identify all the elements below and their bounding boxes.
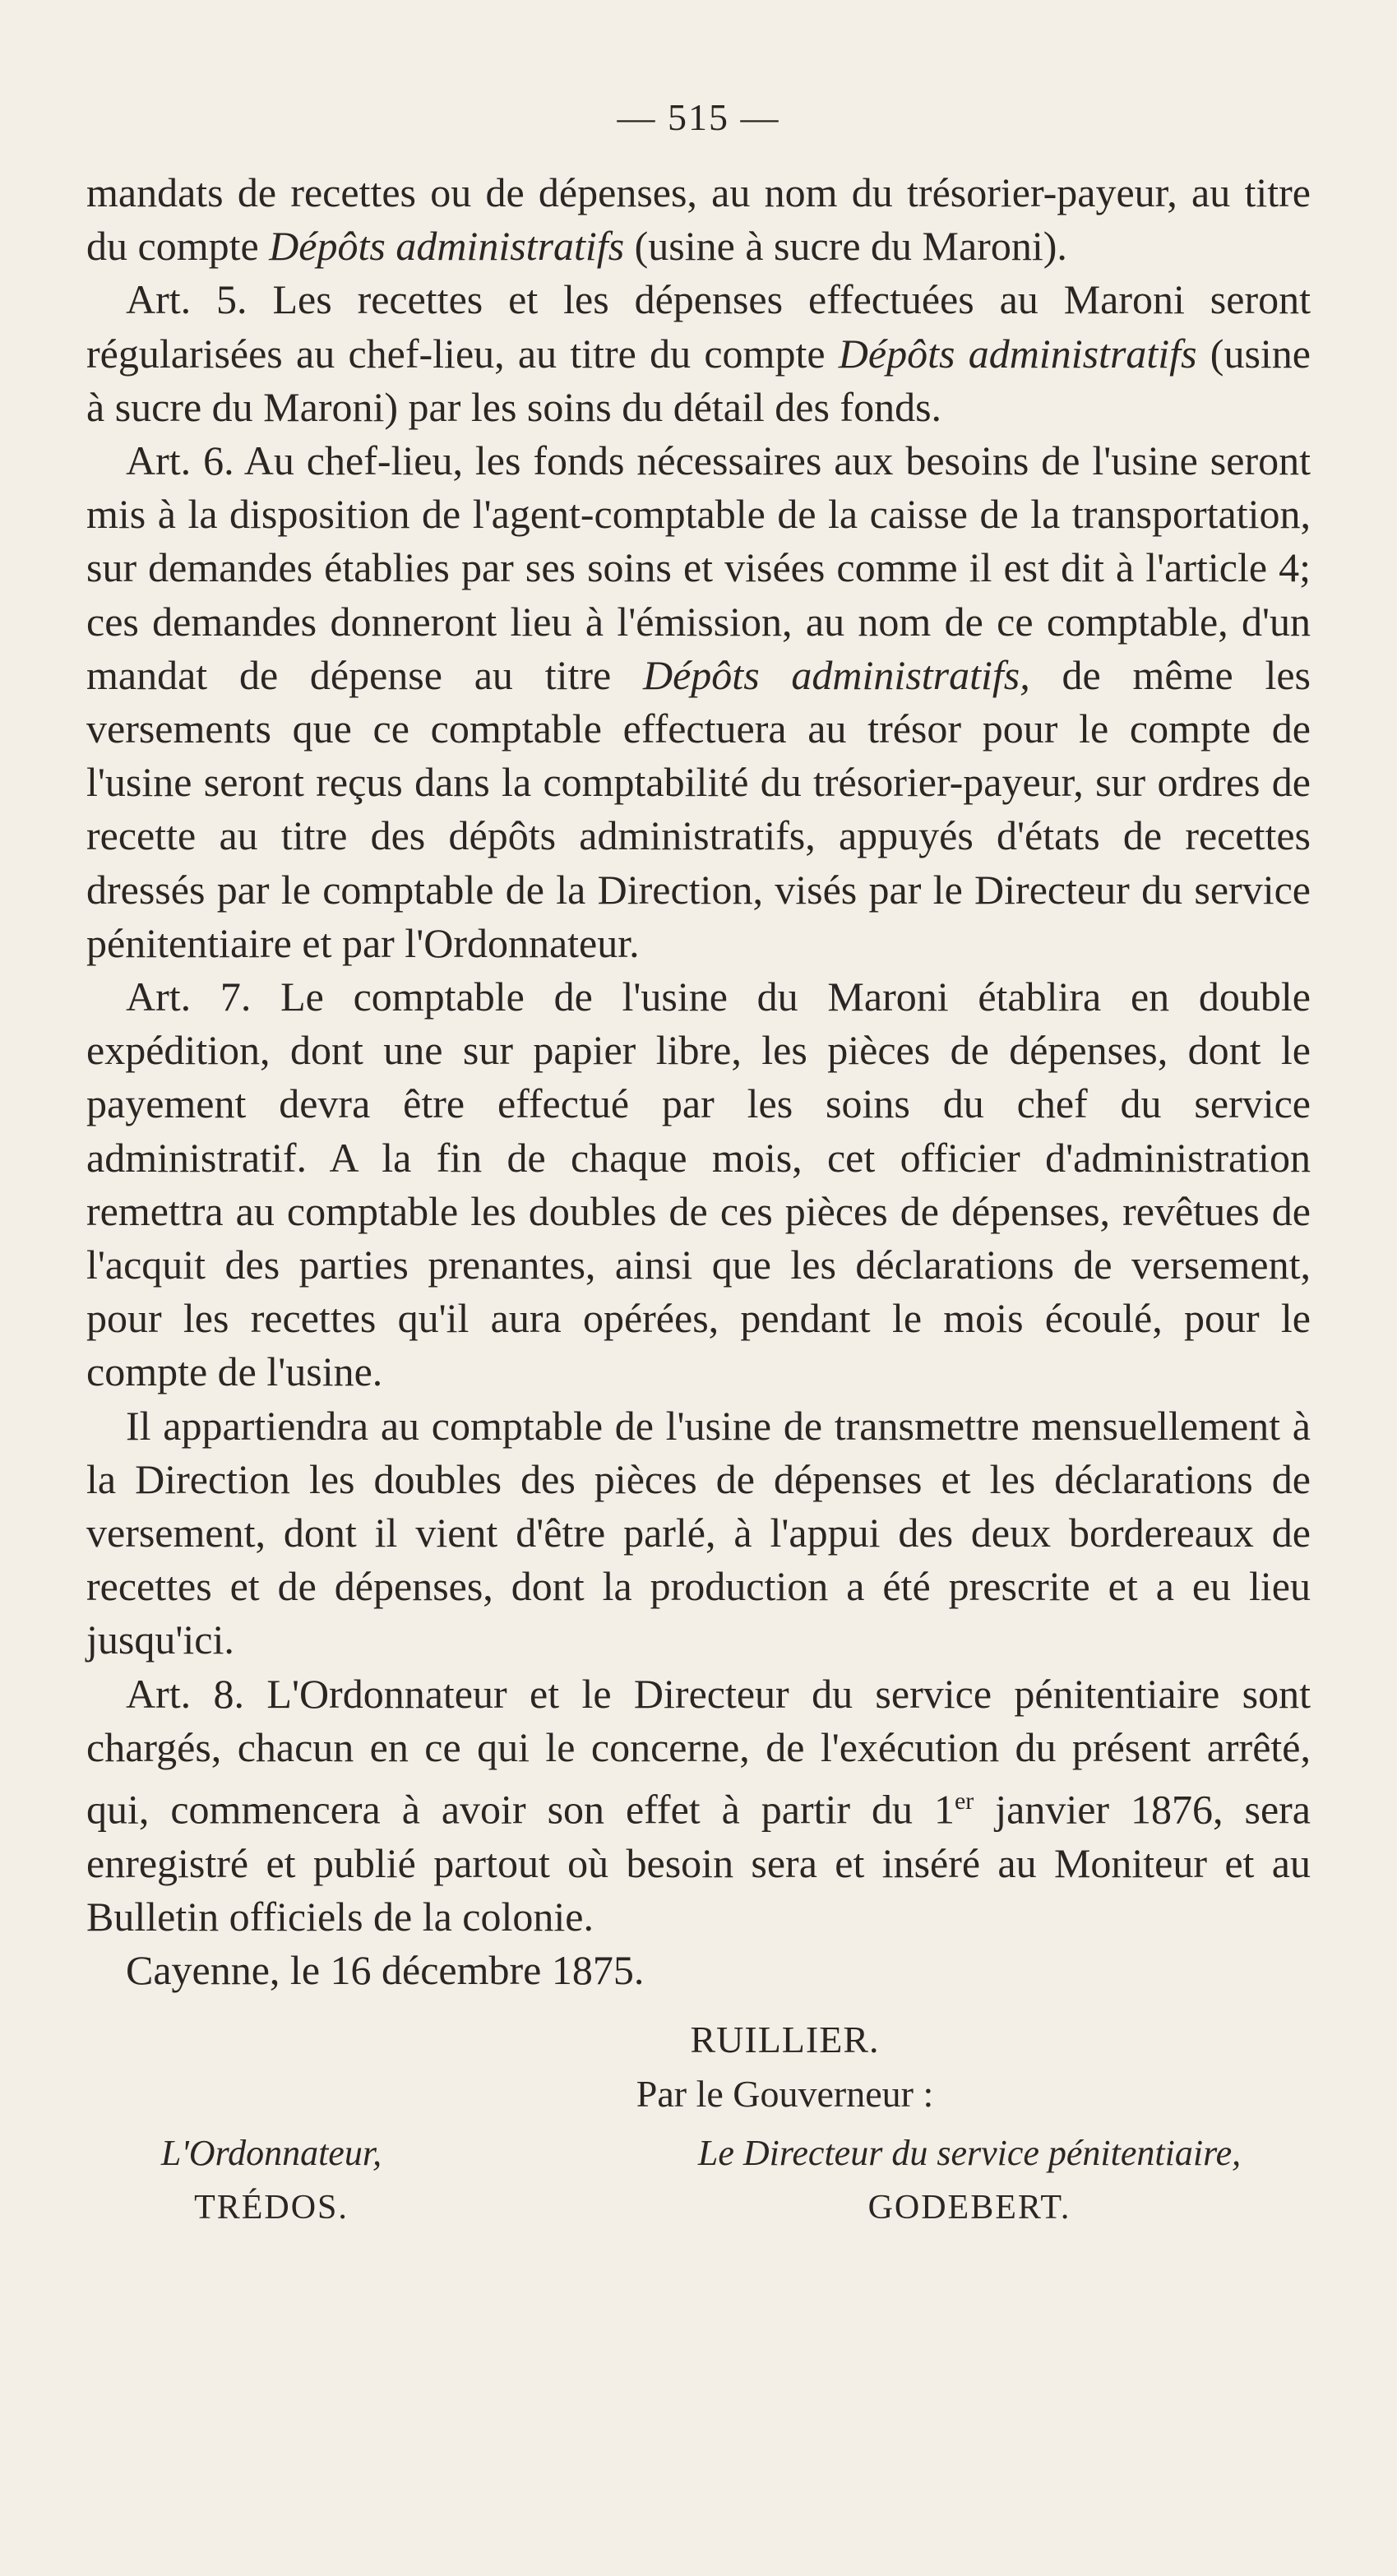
dateline: Cayenne, le 16 décembre 1875. (126, 1947, 645, 1994)
paragraph-text: Art. 5. Les recettes et les dépenses effectuées au Maroni seront régularisées au chef-lieu, au titre du compte (86, 276, 1311, 377)
paragraph-text: de même les versements que ce comptable effectuera au trésor pour le compte de l'usine seront reçus dans la comptabilité du trésorier-payeur, sur ordres de recette au titre des dépôts administratifs, appuyés d'états de recettes dressés par le comptable de la Direction, visés par le Directeur du service pénitentiaire et par l'Ordonnateur. (86, 651, 1311, 966)
governor-signature: RUILLIER. (690, 2018, 880, 2060)
article-7-continued: Il appartiendra au comptable de l'usine de transmettre mensuellement à la Direction les doubles des pièces de dépenses et les déclarations de versement, dont il vient d'être parlé, à l'appui des deux bordereaux de recettes et de dépenses, dont la production a été prescrite et a eu lieu jusqu'ici. (86, 1402, 1311, 1663)
countersignatures (86, 2126, 1311, 2235)
page-number: — 515 — (617, 96, 780, 138)
account-title: Dépôts administratifs (269, 223, 625, 270)
paragraph-text: Art. 8. L'Ordonnateur et le Directeur du service pénitentiaire sont chargés, chacun en ce qui le concerne, de l'exécution du présent arrêté, qui, commencera à avoir son effet à partir du 1 (86, 1670, 1311, 1833)
paragraph-text: Art. 6. Au chef-lieu, les fonds nécessaires aux besoins de l'usine seront mis à la disposition de l'agent-comptable de la caisse de la transportation, sur demandes établies par ses soins et visées comme il est dit à l'article 4; ces demandes donneront lieu à l'émission, au nom de ce comptable, d'un mandat de dépense au titre (86, 437, 1311, 698)
ordonnateur-signature (86, 2126, 448, 2235)
account-title: Dépôts administratifs, (643, 651, 1030, 698)
paragraph-text: mandats de recettes ou de dépenses, au nom du trésorier-payeur, au titre du compte (86, 169, 1311, 270)
paragraph-text: (usine à sucre du Maroni). (624, 223, 1067, 270)
document-body (86, 166, 1311, 1998)
article-7: Art. 7. Le comptable de l'usine du Maroni établira en double expédition, dont une sur papier libre, les pièces de dépenses, dont le payement devra être effectué par les soins du chef du service administratif. A la fin de chaque mois, cet officier d'administration remettra au comptable les doubles de ces pièces de dépenses, revêtues de l'acquit des parties prenantes, ainsi que les déclarations de versement, pour les recettes qu'il aura opérées, pendant le mois écoulé, pour le compte de l'usine. (86, 974, 1311, 1395)
article-5 (86, 273, 1311, 434)
paragraph-continuation (86, 166, 1311, 273)
paragraph-text: (usine à sucre du Maroni) par les soins du détail des fonds. (86, 330, 1311, 430)
paragraph-text: janvier 1876, sera enregistré et publié partout où besoin sera et inséré au Moniteur et au Bulletin officiels de la colonie. (86, 1786, 1311, 1940)
account-title: Dépôts administratifs (838, 330, 1197, 377)
signature-by-line: Par le Gouverneur : (636, 2072, 934, 2115)
signature-block (86, 2013, 1311, 2235)
director-signature (628, 2126, 1311, 2235)
signatory-name: GODEBERT. (867, 2188, 1071, 2227)
article-6 (86, 434, 1311, 970)
ordinal-superscript: er (954, 1787, 974, 1815)
signatory-title: Le Directeur du service pénitentiaire, (697, 2132, 1242, 2173)
signatory-name: TRÉDOS. (194, 2188, 349, 2227)
article-8 (86, 1667, 1311, 1945)
signatory-title: L'Ordonnateur, (160, 2132, 382, 2173)
